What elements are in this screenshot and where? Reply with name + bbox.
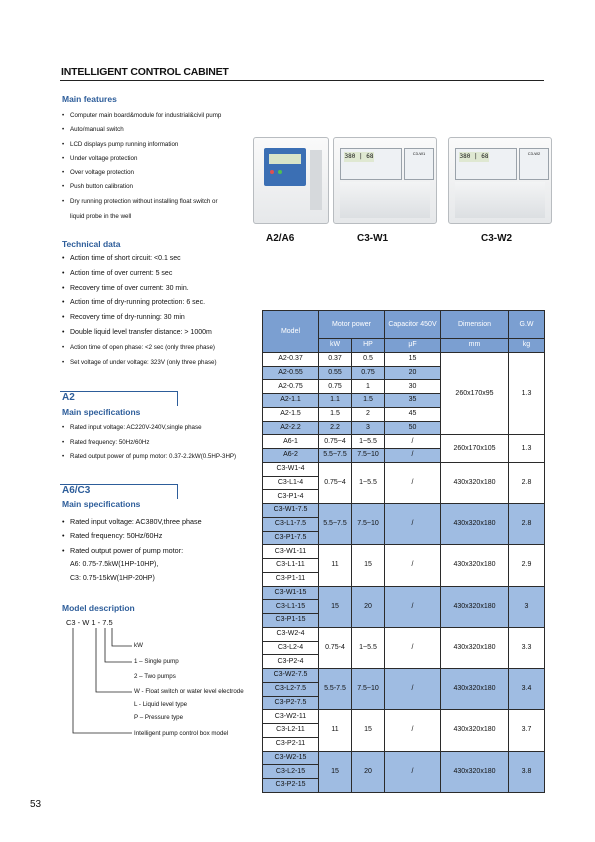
cell-model: C3-W1-4 (263, 462, 319, 476)
cell-uf: / (385, 449, 441, 463)
cell-dim: 430x320x180 (441, 462, 509, 503)
cell-hp: 0.5 (352, 352, 385, 366)
c3-w1-lower-body (340, 182, 430, 218)
technical-data-list (62, 252, 262, 370)
table-row (263, 586, 545, 600)
cell-model: C3-L2-4 (263, 641, 319, 655)
connector-model (73, 628, 132, 733)
model-line-l: L - Liquid level type (134, 701, 188, 708)
cell-hp: 1.5 (352, 394, 385, 408)
cell-uf: 45 (385, 407, 441, 421)
cell-model: C3-L1-11 (263, 559, 319, 573)
a2-band-label: A2 (62, 392, 75, 403)
cell-model: C3-L2-15 (263, 765, 319, 779)
cell-model: C3-L1-7.5 (263, 517, 319, 531)
page-number: 53 (30, 799, 42, 810)
a2-indicator-light (278, 170, 282, 174)
connector-pump-count (105, 628, 132, 662)
a2-spec-item: • Rated output power of pump motor: 0.37-2.2kW(0.5HP-3HP) (62, 450, 262, 465)
cell-kw: 0.75-4 (319, 627, 352, 668)
cell-gw: 2.8 (509, 504, 545, 545)
cell-uf: 35 (385, 394, 441, 408)
cell-model: C3-P1-15 (263, 614, 319, 628)
header-capacitor: Capacitor 450V (385, 311, 441, 339)
header-kw: kW (319, 339, 352, 353)
cell-uf: / (385, 586, 441, 627)
c3-w1-tag: C3-W1 (404, 148, 434, 180)
cell-dim: 430x320x180 (441, 586, 509, 627)
tech-item: • Action time of over current: 5 sec (62, 267, 262, 282)
table-row (263, 751, 545, 765)
cell-hp: 20 (352, 586, 385, 627)
cell-model: C3-W2-11 (263, 710, 319, 724)
cell-hp: 2 (352, 407, 385, 421)
header-mm: mm (441, 339, 509, 353)
a6c3-specs-list (62, 515, 262, 558)
title-rule (60, 80, 544, 81)
cell-hp: 1 (352, 380, 385, 394)
cell-model: C3-W1-7.5 (263, 504, 319, 518)
tech-item: • Action time of dry-running protection: 6 sec. (62, 296, 262, 311)
feature-item: • Computer main board&module for industrial&civil pump (62, 109, 262, 123)
cell-gw: 2.8 (509, 462, 545, 503)
cell-dim: 430x320x180 (441, 545, 509, 586)
model-code: C3 - W 1 - 7.5 (66, 618, 113, 627)
table-row (263, 669, 545, 683)
image-label-a2a6: A2/A6 (266, 233, 295, 244)
feature-item: • Over voltage protection (62, 166, 262, 180)
cell-hp: 20 (352, 751, 385, 792)
cell-model: C3-W1-15 (263, 586, 319, 600)
cell-gw: 3.7 (509, 710, 545, 751)
header-kg: kg (509, 339, 545, 353)
tech-item: • Action time of short circuit: <0.1 sec (62, 252, 262, 267)
header-motor-power: Motor power (319, 311, 385, 339)
header-model: Model (263, 311, 319, 353)
header-hp: HP (352, 339, 385, 353)
image-label-c3w2: C3-W2 (481, 233, 513, 244)
a2-cabinet-image (253, 137, 329, 224)
cell-dim: 430x320x180 (441, 504, 509, 545)
c3-range: C3: 0.75-15kW(1HP-20HP) (70, 575, 155, 582)
cell-uf: / (385, 627, 441, 668)
model-line-p: P – Pressure type (134, 714, 184, 721)
table-row (263, 435, 545, 449)
tech-item: • Double liquid level transfer distance: > 1000m (62, 326, 262, 341)
cell-dim: 430x320x180 (441, 669, 509, 710)
a6c3-band (60, 484, 178, 499)
cell-model: A2-0.37 (263, 352, 319, 366)
model-line-two: 2 – Two pumps (134, 673, 176, 680)
a6c3-band-label: A6/C3 (62, 485, 91, 496)
cell-kw: 15 (319, 751, 352, 792)
cell-uf: 15 (385, 352, 441, 366)
spec-table (262, 310, 545, 793)
cell-model: C3-W1-11 (263, 545, 319, 559)
cell-kw: 0.37 (319, 352, 352, 366)
cell-dimension: 260x170x95 (441, 352, 509, 435)
cell-uf: / (385, 462, 441, 503)
table-row (263, 352, 545, 366)
tech-item: • Recovery time of over current: 30 min. (62, 282, 262, 297)
a2-side-panel (310, 150, 322, 210)
cell-uf: / (385, 710, 441, 751)
model-line-single: 1 – Single pump (134, 658, 179, 665)
cell-hp: 1~5.5 (352, 627, 385, 668)
cell-uf: / (385, 751, 441, 792)
header-uf: μF (385, 339, 441, 353)
cell-model: A6-2 (263, 449, 319, 463)
table-row (263, 545, 545, 559)
cell-model: C3-W2-15 (263, 751, 319, 765)
cell-kw: 0.55 (319, 366, 352, 380)
cell-kw: 5.5-7.5 (319, 669, 352, 710)
page-title: INTELLIGENT CONTROL CABINET (61, 66, 229, 78)
main-features-heading: Main features (62, 94, 117, 104)
model-line-w: W - Float switch or water level electrode (134, 688, 244, 695)
cell-model: C3-P1-7.5 (263, 531, 319, 545)
tech-item: • Action time of open phase: <2 sec (only three phase) (62, 341, 262, 356)
c3-w1-cabinet-image (333, 137, 437, 224)
cell-uf: / (385, 545, 441, 586)
cell-uf: / (385, 435, 441, 449)
a2-specs-list (62, 421, 262, 465)
cell-gw: 1.3 (509, 352, 545, 435)
a2-lcd-screen (269, 154, 301, 164)
cell-kw: 1.5 (319, 407, 352, 421)
main-features-list (62, 109, 262, 209)
cell-model: C3-L2-7.5 (263, 682, 319, 696)
table-row (263, 504, 545, 518)
feature-item: • Dry running protection without installing float switch or (62, 195, 262, 209)
cell-hp: 7.5~10 (352, 669, 385, 710)
cell-model: C3-P2-15 (263, 779, 319, 793)
c3-w2-front-panel (455, 148, 517, 180)
feature-item: • Under voltage protection (62, 152, 262, 166)
cell-kw: 1.1 (319, 394, 352, 408)
a2-specs-heading: Main specifications (62, 407, 141, 417)
technical-data-heading: Technical data (62, 239, 121, 249)
cell-dim: 430x320x180 (441, 710, 509, 751)
cell-gw: 1.3 (509, 435, 545, 463)
cell-uf: 20 (385, 366, 441, 380)
a6c3-spec-item: • Rated output power of pump motor: (62, 544, 262, 558)
cell-kw: 0.75~4 (319, 462, 352, 503)
image-label-c3w1: C3-W1 (357, 233, 389, 244)
cell-kw: 0.75~4 (319, 435, 352, 449)
cell-gw: 3.3 (509, 627, 545, 668)
cell-hp: 15 (352, 710, 385, 751)
a6c3-spec-item: • Rated input voltage: AC380V,three phase (62, 515, 262, 529)
model-line-kw: kW (134, 642, 143, 649)
cell-uf: / (385, 504, 441, 545)
c3-w1-front-panel (340, 148, 402, 180)
a2-spec-item: • Rated input voltage: AC220V-240V,single phase (62, 421, 262, 436)
tech-item: • Set voltage of under voltage: 323V (only three phase) (62, 356, 262, 371)
cell-model: C3-P2-11 (263, 737, 319, 751)
model-description-heading: Model description (62, 603, 135, 613)
cell-model: C3-W2-4 (263, 627, 319, 641)
cell-kw: 5.5~7.5 (319, 449, 352, 463)
c3-w2-cabinet-image (448, 137, 552, 224)
model-description-connectors (60, 626, 140, 742)
c3-w2-lcd-display: 380 | 68 (459, 153, 489, 160)
cell-model: A2-2.2 (263, 421, 319, 435)
cell-hp: 7.5~10 (352, 504, 385, 545)
cell-model: A2-0.75 (263, 380, 319, 394)
connector-kw (112, 628, 132, 646)
c3-w2-lower-body (455, 182, 545, 218)
cell-gw: 3.4 (509, 669, 545, 710)
cell-hp: 1~5.5 (352, 435, 385, 449)
feature-item: • Push button calibration (62, 180, 262, 194)
cell-gw: 3.8 (509, 751, 545, 792)
c3-w2-tag: C3-W2 (519, 148, 549, 180)
feature-item: • Auto/manual switch (62, 123, 262, 137)
model-line-box: Intelligent pump control box model (134, 730, 229, 737)
feature-item-continued: liquid probe in the well (70, 213, 132, 220)
c3-w1-lcd-display: 380 | 68 (344, 153, 374, 160)
cell-kw: 11 (319, 710, 352, 751)
cell-dimension: 260x170x105 (441, 435, 509, 463)
cell-model: C3-P1-4 (263, 490, 319, 504)
a6c3-specs-heading: Main specifications (62, 499, 141, 509)
cell-kw: 0.75 (319, 380, 352, 394)
cell-model: A2-0.55 (263, 366, 319, 380)
cell-model: C3-W2-7.5 (263, 669, 319, 683)
cell-model: C3-P1-11 (263, 572, 319, 586)
cell-hp: 7.5~10 (352, 449, 385, 463)
header-dimension: Dimension (441, 311, 509, 339)
cell-uf: 30 (385, 380, 441, 394)
table-row (263, 710, 545, 724)
cell-gw: 3 (509, 586, 545, 627)
a6-range: A6: 0.75-7.5kW(1HP-10HP), (70, 561, 159, 568)
cell-dim: 430x320x180 (441, 751, 509, 792)
cell-hp: 1~5.5 (352, 462, 385, 503)
cell-model: C3-L2-11 (263, 724, 319, 738)
cell-model: A6-1 (263, 435, 319, 449)
cell-uf: / (385, 669, 441, 710)
cell-model: A2-1.5 (263, 407, 319, 421)
cell-uf: 50 (385, 421, 441, 435)
cell-hp: 3 (352, 421, 385, 435)
header-gw: G.W (509, 311, 545, 339)
a6c3-spec-item: • Rated frequency: 50Hz/60Hz (62, 529, 262, 543)
cell-kw: 2.2 (319, 421, 352, 435)
cell-model: C3-L1-15 (263, 600, 319, 614)
a2-indicator-light (270, 170, 274, 174)
cell-hp: 15 (352, 545, 385, 586)
cell-model: C3-P2-7.5 (263, 696, 319, 710)
table-row (263, 627, 545, 641)
table-row (263, 462, 545, 476)
cell-gw: 2.9 (509, 545, 545, 586)
feature-item: • LCD displays pump running information (62, 138, 262, 152)
a2-band (60, 391, 178, 406)
cell-hp: 0.75 (352, 366, 385, 380)
cell-kw: 5.5~7.5 (319, 504, 352, 545)
a2-spec-item: • Rated frequency: 50Hz/60Hz (62, 436, 262, 451)
a2-front-panel (264, 148, 306, 186)
cell-model: A2-1.1 (263, 394, 319, 408)
connector-type (96, 628, 132, 692)
cell-model: C3-P2-4 (263, 655, 319, 669)
cell-model: C3-L1-4 (263, 476, 319, 490)
spec-table-body (263, 352, 545, 792)
cell-dim: 430x320x180 (441, 627, 509, 668)
tech-item: • Recovery time of dry-running: 30 min (62, 311, 262, 326)
cell-kw: 11 (319, 545, 352, 586)
cell-kw: 15 (319, 586, 352, 627)
